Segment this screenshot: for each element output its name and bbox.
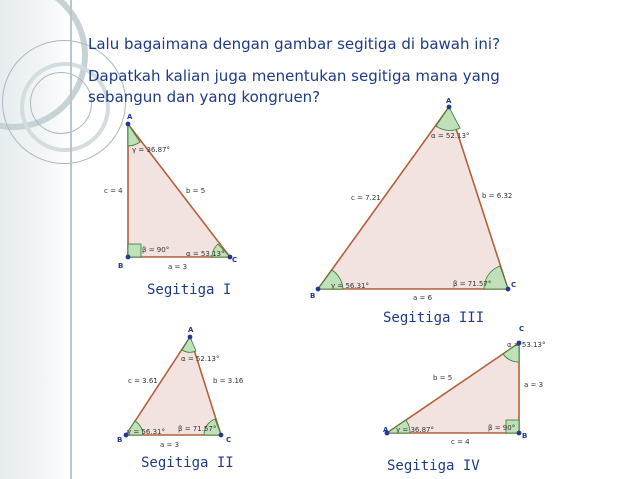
vertex-label-B: B	[118, 262, 124, 270]
vertex-label-C: C	[519, 325, 525, 333]
vertex-point	[126, 255, 131, 260]
vertex-label-A: A	[446, 97, 452, 105]
side-label-c: c = 4	[451, 438, 470, 446]
vertex-point	[506, 287, 511, 292]
angle-label-beta: β = 90°	[142, 246, 170, 254]
vertex-label-A: A	[383, 426, 389, 434]
vertex-point	[517, 431, 522, 436]
vertex-label-B: B	[522, 432, 528, 440]
caption-segitiga-3: Segitiga III	[383, 310, 485, 326]
question-line-3: sebangun dan yang kongruen?	[88, 88, 321, 106]
angle-label-gamma: γ = 56.31°	[331, 282, 369, 290]
angle-label-beta: β = 90°	[488, 424, 516, 432]
vertex-point	[447, 105, 452, 110]
angle-label-alpha: α = 52.13°	[181, 355, 220, 363]
question-line-2: Dapatkah kalian juga menentukan segitiga mana yang	[88, 67, 500, 85]
triangle-4	[383, 325, 545, 446]
angle-label-beta: β = 71.57°	[178, 425, 217, 433]
angle-label-gamma: γ = 36.87°	[396, 426, 434, 434]
side-label-b: b = 3.16	[213, 377, 244, 385]
angle-label-alpha: α = 52.13°	[431, 132, 470, 140]
side-label-c: c = 4	[104, 187, 123, 195]
side-label-a: a = 3	[160, 441, 180, 449]
angle-label-alpha: α = 53.13°	[186, 250, 225, 258]
angle-label-gamma: γ = 56.31°	[127, 428, 165, 436]
vertex-label-B: B	[117, 436, 123, 444]
angle-label-alpha: α = 53.13°	[507, 341, 546, 349]
side-label-b: b = 6.32	[482, 192, 513, 200]
triangle-2	[117, 326, 244, 449]
caption-segitiga-4: Segitiga IV	[387, 458, 480, 474]
vertex-point	[316, 287, 321, 292]
angle-label-gamma: γ = 36.87°	[132, 146, 170, 154]
side-label-c: c = 3.61	[128, 377, 158, 385]
vertex-label-C: C	[226, 436, 232, 444]
side-label-a: a = 3	[524, 381, 544, 389]
angle-gamma-arc	[128, 124, 140, 146]
vertex-point	[188, 335, 193, 340]
side-label-b: b = 5	[186, 187, 206, 195]
vertex-label-C: C	[232, 256, 238, 264]
vertex-point	[126, 122, 131, 127]
triangle-1	[104, 113, 237, 271]
vertex-label-A: A	[188, 326, 194, 334]
vertex-label-C: C	[511, 281, 517, 289]
angle-label-beta: β = 71.57°	[453, 280, 492, 288]
caption-segitiga-2: Segitiga II	[141, 455, 234, 471]
side-label-a: a = 6	[413, 294, 433, 302]
side-label-c: c = 7.21	[351, 194, 381, 202]
vertex-label-A: A	[127, 113, 133, 121]
question-line-1: Lalu bagaimana dengan gambar segitiga di bawah ini?	[88, 35, 501, 53]
vertex-point	[219, 433, 224, 438]
side-label-b: b = 5	[433, 374, 453, 382]
right-angle-mark	[128, 244, 141, 257]
side-label-a: a = 3	[168, 263, 188, 271]
triangle-3	[310, 97, 516, 302]
vertex-label-B: B	[310, 292, 316, 300]
caption-segitiga-1: Segitiga I	[147, 282, 232, 298]
